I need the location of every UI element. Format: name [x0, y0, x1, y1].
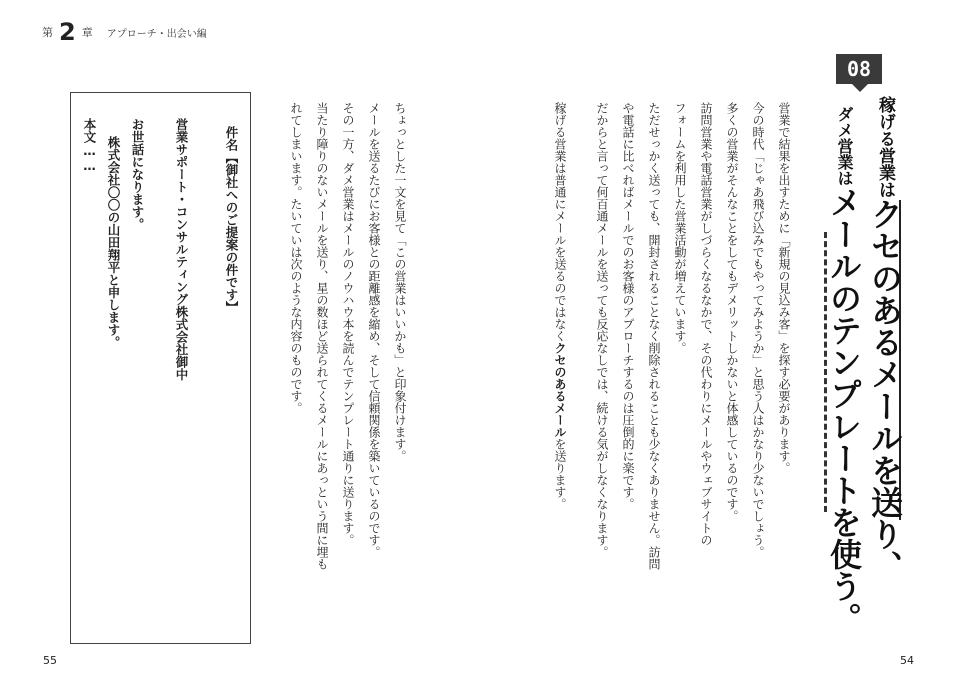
page-number-left: 55 — [43, 654, 57, 667]
body-column: ただせっかく送っても、開封されることなく削除されることも少なくありません。訪問 — [647, 102, 661, 570]
chapter-prefix: 第 — [42, 26, 53, 39]
email-subject: 件名【御社へのご提案の件です】 — [224, 126, 239, 314]
chapter-suffix: 章 — [81, 26, 93, 39]
chapter-header — [42, 20, 207, 44]
body-column: 訪問営業や電話営業がしづらくなるなかで、その代わりにメールやウェブサイトの — [699, 102, 713, 546]
chapter-title: アプローチ・出会い編 — [106, 28, 207, 40]
section-badge: 08 — [836, 54, 882, 84]
body-column: 当たり障りのないメールを送り、星の数ほど送られてくるメールにあっという間に埋も — [315, 102, 329, 570]
title-line1-main: クセのあるメールを送り、 — [866, 198, 904, 582]
highlight-lead: 稼げる営業は普通にメールを送るのではなく — [553, 102, 567, 342]
email-recipient: 営業サポート・コンサルティング株式会社御中 — [174, 118, 189, 381]
body-column-highlight — [549, 102, 571, 510]
body-column: 営業で結果を出すために「新規の見込み客」を探す必要があります。 — [777, 102, 791, 474]
body-column: れてしまいます。たいていは次のような内容のものです。 — [289, 102, 303, 414]
chapter-number: 2 — [59, 18, 76, 46]
email-body-placeholder: 本文…… — [82, 118, 97, 173]
body-column: フォームを利用した営業活動が増えています。 — [673, 102, 687, 354]
body-column: メールを送るたびにお客様との距離感を縮め、そして信頼関係を築いているのです。 — [367, 102, 381, 558]
title-line2-lead: ダメ営業は — [835, 106, 854, 186]
section-badge-tail — [852, 84, 868, 92]
section-title-line1 — [868, 96, 902, 582]
section-title-line2 — [822, 106, 862, 634]
page-number-right: 54 — [900, 654, 914, 667]
email-intro: 株式会社〇〇の山田翔平と申します。 — [106, 136, 121, 349]
title-line1-lead: 稼げる営業は — [875, 96, 895, 198]
body-column: だからと言って何百通メールを送っても反応なしでは、続ける気がしなくなります。 — [595, 102, 609, 558]
body-column: 多くの営業がそんなことをしてもデメリットしかないと体感しているのです。 — [725, 102, 739, 522]
body-column: その一方、ダメ営業はメールのノウハウ本を読んでテンプレート通りに送ります。 — [341, 102, 355, 546]
body-column: 今の時代「じゃあ飛び込みでもやってみようか」と思う人はかなり少ないでしょう。 — [751, 102, 765, 558]
title-line2-main: メールのテンプレートを使う。 — [825, 186, 863, 634]
highlight-keyword: クセのあるメール — [553, 342, 567, 438]
body-column: ちょっとした一文を見て「この営業はいいかも」と印象付けます。 — [393, 102, 407, 462]
highlight-tail: を送ります。 — [553, 438, 567, 510]
email-greeting: お世話になります。 — [130, 118, 145, 231]
body-column: や電話に比べればメールでのお客様のアプローチするのは圧倒的に楽です。 — [621, 102, 635, 510]
